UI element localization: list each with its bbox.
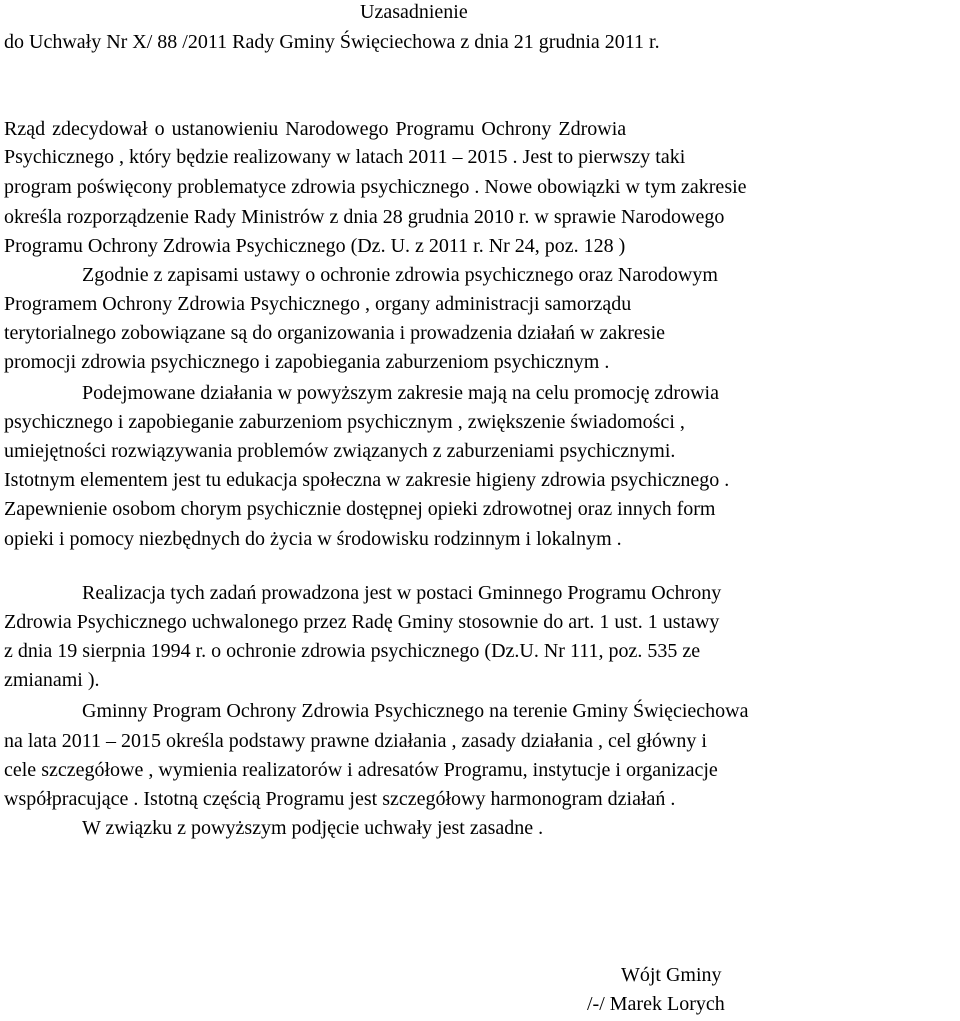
text-line: Zapewnienie osobom chorym psychicznie dostępnej opieki zdrowotnej oraz innych form <box>4 498 716 520</box>
text-line: Programu Ochrony Zdrowia Psychicznego (Dz. U. z 2011 r. Nr 24, poz. 128 ) <box>4 235 626 257</box>
text-line: Psychicznego , który będzie realizowany w latach 2011 – 2015 . Jest to pierwszy taki <box>4 146 686 168</box>
text-line: psychicznego i zapobieganie zaburzeniom psychicznym , zwiększenie świadomości , <box>4 411 685 433</box>
document-title: Uzasadnienie <box>360 1 468 23</box>
text-line: na lata 2011 – 2015 określa podstawy prawne działania , zasady działania , cel główny i <box>4 730 707 752</box>
text-line: Realizacja tych zadań prowadzona jest w postaci Gminnego Programu Ochrony <box>82 582 722 604</box>
signature-title: Wójt Gminy <box>621 964 722 986</box>
text-line: Gminny Program Ochrony Zdrowia Psychicznego na terenie Gminy Święciechowa <box>82 700 749 722</box>
text-line: Rząd zdecydował o ustanowieniu Narodowego Programu Ochrony Zdrowia <box>4 118 627 140</box>
text-line: Istotnym elementem jest tu edukacja społeczna w zakresie higieny zdrowia psychicznego . <box>4 469 730 491</box>
signature-name: /-/ Marek Lorych <box>587 993 725 1015</box>
document-subtitle: do Uchwały Nr X/ 88 /2011 Rady Gminy Święciechowa z dnia 21 grudnia 2011 r. <box>4 31 660 53</box>
text-line: umiejętności rozwiązywania problemów związanych z zaburzeniami psychicznymi. <box>4 440 676 462</box>
text-line: współpracujące . Istotną częścią Programu jest szczegółowy harmonogram działań . <box>4 788 676 810</box>
text-line: terytorialnego zobowiązane są do organizowania i prowadzenia działań w zakresie <box>4 322 666 344</box>
text-line: promocji zdrowia psychicznego i zapobiegania zaburzeniom psychicznym . <box>4 351 610 373</box>
text-line: program poświęcony problematyce zdrowia psychicznego . Nowe obowiązki w tym zakresie <box>4 176 747 198</box>
text-line: zmianami ). <box>4 669 100 691</box>
text-line: W związku z powyższym podjęcie uchwały jest zasadne . <box>82 817 544 839</box>
text-line: z dnia 19 sierpnia 1994 r. o ochronie zdrowia psychicznego (Dz.U. Nr 111, poz. 535 ze <box>4 640 701 662</box>
text-line: Zdrowia Psychicznego uchwalonego przez Radę Gminy stosownie do art. 1 ust. 1 ustawy <box>4 611 720 633</box>
text-line: Programem Ochrony Zdrowia Psychicznego , organy administracji samorządu <box>4 293 632 315</box>
text-line: Podejmowane działania w powyższym zakresie mają na celu promocję zdrowia <box>82 382 719 404</box>
text-line: Zgodnie z zapisami ustawy o ochronie zdrowia psychicznego oraz Narodowym <box>82 264 718 286</box>
text-line: określa rozporządzenie Rady Ministrów z dnia 28 grudnia 2010 r. w sprawie Narodowego <box>4 206 725 228</box>
text-line: opieki i pomocy niezbędnych do życia w środowisku rodzinnym i lokalnym . <box>4 528 622 550</box>
text-line: cele szczegółowe , wymienia realizatorów i adresatów Programu, instytucje i organizacje <box>4 759 718 781</box>
